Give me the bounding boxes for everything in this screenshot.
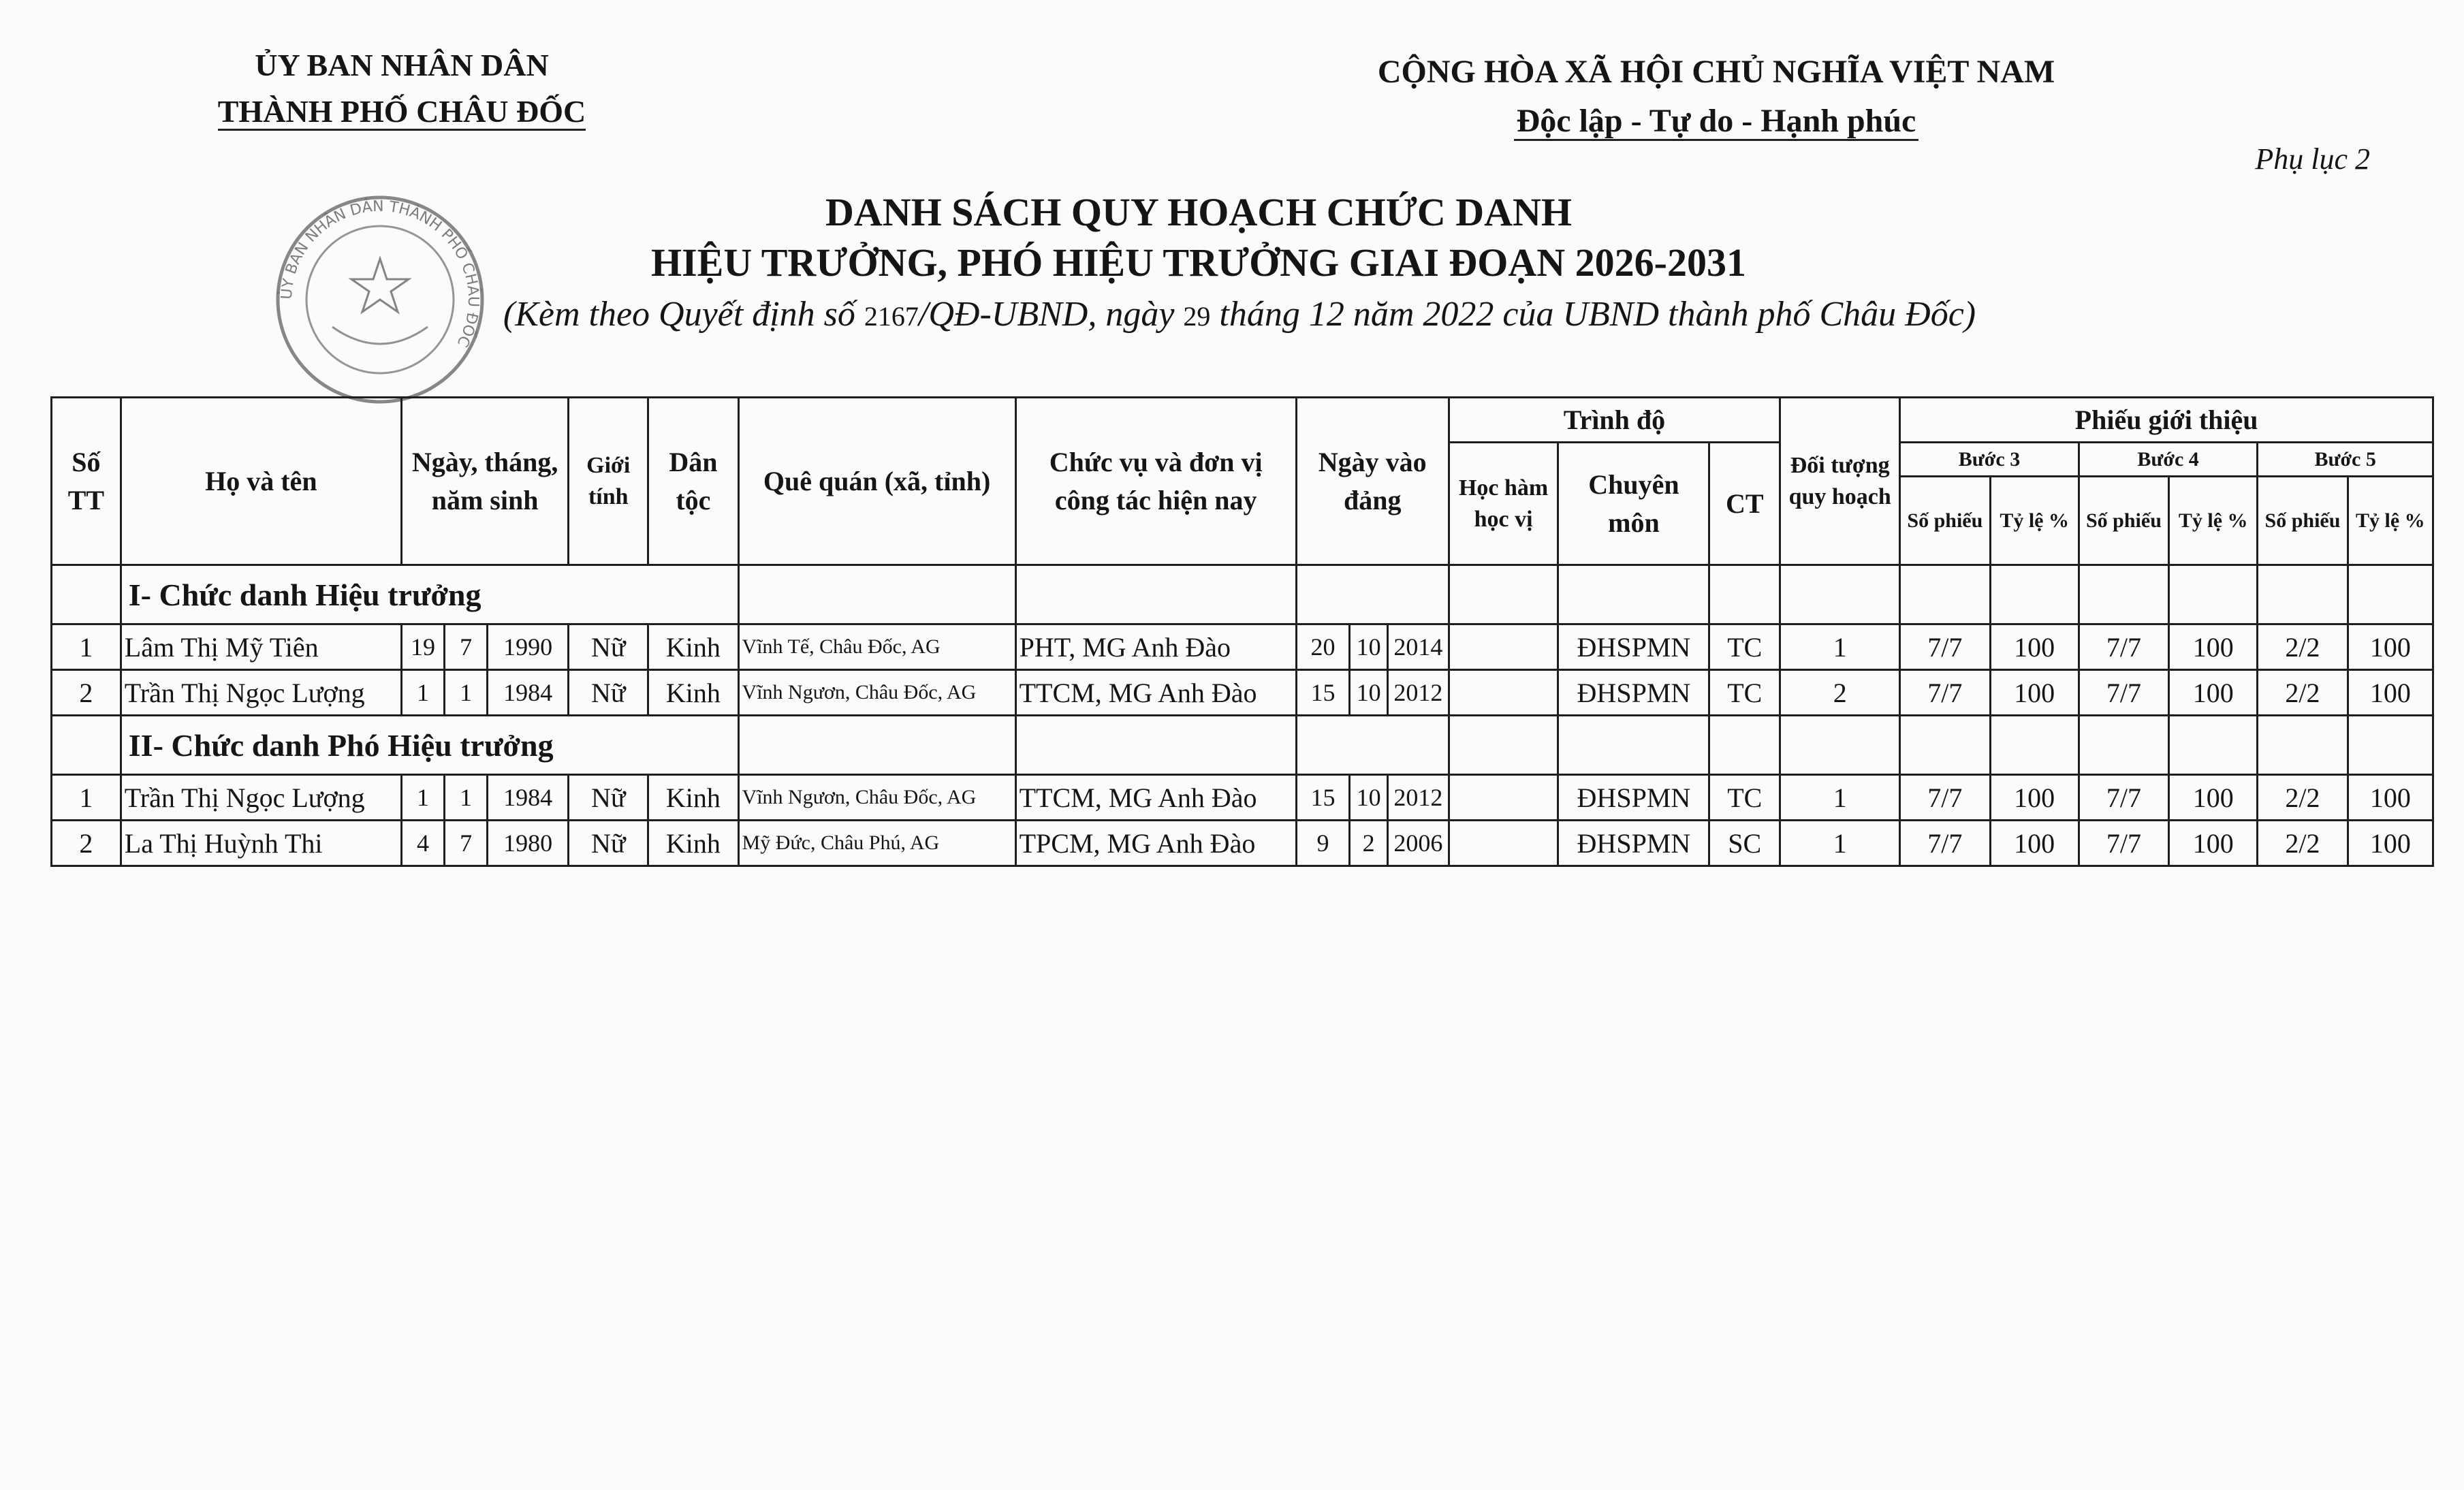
cell-y: 1990 <box>488 624 569 670</box>
cell-name: Trần Thị Ngọc Lượng <box>121 670 401 716</box>
section-row <box>52 565 2433 624</box>
cell-pm: 2 <box>1350 821 1388 866</box>
cell-stt: 2 <box>52 821 121 866</box>
col-step5: Bước 5 <box>2258 443 2433 477</box>
issuer-line-2: THÀNH PHỐ CHÂU ĐỐC <box>218 94 586 131</box>
cell-d: 4 <box>401 821 444 866</box>
cell-gender: Nữ <box>569 670 648 716</box>
col-level: Trình độ <box>1449 398 1780 443</box>
cell-name: La Thị Huỳnh Thi <box>121 821 401 866</box>
appendix-label: Phụ lục 2 <box>2255 142 2370 176</box>
col-dob: Ngày, tháng, năm sinh <box>401 398 568 565</box>
cell-academic <box>1449 670 1558 716</box>
cell-position: TTCM, MG Anh Đào <box>1015 670 1296 716</box>
cell-s4: 7/7 <box>2079 775 2168 821</box>
cell-academic <box>1449 821 1558 866</box>
cell-academic <box>1449 624 1558 670</box>
cell-pm: 10 <box>1350 775 1388 821</box>
cell-specialty: ĐHSPMN <box>1558 821 1709 866</box>
cell-position: TPCM, MG Anh Đào <box>1015 821 1296 866</box>
national-header <box>1274 48 2159 146</box>
cell-academic <box>1449 775 1558 821</box>
cell-p3: 100 <box>1990 821 2079 866</box>
cell-pd: 15 <box>1296 775 1349 821</box>
cell-p4: 100 <box>2169 821 2258 866</box>
cell-y: 1984 <box>488 775 569 821</box>
cell-p3: 100 <box>1990 670 2079 716</box>
col-position: Chức vụ và đơn vị công tác hiện nay <box>1015 398 1296 565</box>
cell-py: 2014 <box>1388 624 1449 670</box>
cell-s4: 7/7 <box>2079 670 2168 716</box>
cell-target: 2 <box>1780 670 1900 716</box>
col-step4: Bước 4 <box>2079 443 2258 477</box>
col-gender: Giới tính <box>569 398 648 565</box>
cell-stt: 2 <box>52 670 121 716</box>
col-step3: Bước 3 <box>1900 443 2079 477</box>
cell-stt: 1 <box>52 624 121 670</box>
section-row <box>52 716 2433 775</box>
col-step5-count: Số phiếu <box>2258 477 2348 565</box>
cell-p5: 100 <box>2348 624 2433 670</box>
col-step4-count: Số phiếu <box>2079 477 2168 565</box>
col-specialty: Chuyên môn <box>1558 443 1709 565</box>
cell-ethnic: Kinh <box>648 670 738 716</box>
cell-position: TTCM, MG Anh Đào <box>1015 775 1296 821</box>
cell-name: Trần Thị Ngọc Lượng <box>121 775 401 821</box>
cell-gender: Nữ <box>569 821 648 866</box>
cell-ct: TC <box>1709 775 1780 821</box>
table-row <box>52 775 2433 821</box>
national-title: CỘNG HÒA XÃ HỘI CHỦ NGHĨA VIỆT NAM <box>1377 54 2055 90</box>
cell-y: 1980 <box>488 821 569 866</box>
cell-ethnic: Kinh <box>648 624 738 670</box>
cell-s3: 7/7 <box>1900 775 1990 821</box>
cell-position: PHT, MG Anh Đào <box>1015 624 1296 670</box>
cell-py: 2012 <box>1388 670 1449 716</box>
col-target: Đối tượng quy hoạch <box>1780 398 1900 565</box>
cell-name: Lâm Thị Mỹ Tiên <box>121 624 401 670</box>
cell-hometown: Vĩnh Tế, Châu Đốc, AG <box>738 624 1015 670</box>
cell-pd: 20 <box>1296 624 1349 670</box>
cell-hometown: Mỹ Đức, Châu Phú, AG <box>738 821 1015 866</box>
cell-ethnic: Kinh <box>648 775 738 821</box>
col-party-date: Ngày vào đảng <box>1296 398 1449 565</box>
col-votes: Phiếu giới thiệu <box>1900 398 2433 443</box>
planning-table <box>50 396 2434 867</box>
issuer-header <box>157 42 647 135</box>
col-step3-count: Số phiếu <box>1900 477 1990 565</box>
document-title <box>381 187 2016 288</box>
cell-ct: TC <box>1709 624 1780 670</box>
cell-p3: 100 <box>1990 775 2079 821</box>
cell-s5: 2/2 <box>2258 775 2348 821</box>
cell-p5: 100 <box>2348 670 2433 716</box>
seal-text: ỦY BAN NHÂN DÂN THÀNH PHỐ CHÂU ĐỐC <box>278 197 482 350</box>
cell-gender: Nữ <box>569 624 648 670</box>
cell-s4: 7/7 <box>2079 821 2168 866</box>
cell-pm: 10 <box>1350 624 1388 670</box>
cell-pd: 9 <box>1296 821 1349 866</box>
cell-hometown: Vĩnh Ngươn, Châu Đốc, AG <box>738 775 1015 821</box>
col-step3-pct: Tỷ lệ % <box>1990 477 2079 565</box>
cell-y: 1984 <box>488 670 569 716</box>
cell-d: 1 <box>401 670 444 716</box>
cell-py: 2006 <box>1388 821 1449 866</box>
cell-gender: Nữ <box>569 775 648 821</box>
cell-m: 1 <box>445 775 488 821</box>
decision-day: 29 <box>1183 301 1211 332</box>
col-step5-pct: Tỷ lệ % <box>2348 477 2433 565</box>
cell-p4: 100 <box>2169 775 2258 821</box>
cell-hometown: Vĩnh Ngươn, Châu Đốc, AG <box>738 670 1015 716</box>
col-ct: CT <box>1709 443 1780 565</box>
cell-p5: 100 <box>2348 821 2433 866</box>
cell-s3: 7/7 <box>1900 624 1990 670</box>
table-row <box>52 670 2433 716</box>
col-stt: Số TT <box>52 398 121 565</box>
section-title: II- Chức danh Phó Hiệu trưởng <box>121 716 738 775</box>
cell-d: 19 <box>401 624 444 670</box>
col-ethnic: Dân tộc <box>648 398 738 565</box>
col-hometown: Quê quán (xã, tỉnh) <box>738 398 1015 565</box>
cell-ct: TC <box>1709 670 1780 716</box>
cell-s4: 7/7 <box>2079 624 2168 670</box>
cell-pd: 15 <box>1296 670 1349 716</box>
title-line-1: DANH SÁCH QUY HOẠCH CHỨC DANH <box>825 190 1573 234</box>
cell-s3: 7/7 <box>1900 670 1990 716</box>
cell-d: 1 <box>401 775 444 821</box>
cell-p4: 100 <box>2169 624 2258 670</box>
col-step4-pct: Tỷ lệ % <box>2169 477 2258 565</box>
decision-reference: (Kèm theo Quyết định số 2167/QĐ-UBND, ngày 29 tháng 12 năm 2022 của UBND thành phố Châu Đốc) <box>503 295 1976 334</box>
cell-p4: 100 <box>2169 670 2258 716</box>
cell-target: 1 <box>1780 775 1900 821</box>
cell-target: 1 <box>1780 821 1900 866</box>
cell-p5: 100 <box>2348 775 2433 821</box>
cell-s5: 2/2 <box>2258 624 2348 670</box>
section-title: I- Chức danh Hiệu trưởng <box>121 565 738 624</box>
cell-specialty: ĐHSPMN <box>1558 624 1709 670</box>
col-academic: Học hàm học vị <box>1449 443 1558 565</box>
cell-s3: 7/7 <box>1900 821 1990 866</box>
cell-m: 7 <box>445 821 488 866</box>
cell-ct: SC <box>1709 821 1780 866</box>
title-line-2: HIỆU TRƯỞNG, PHÓ HIỆU TRƯỞNG GIAI ĐOẠN 2026-2031 <box>651 240 1746 285</box>
table-row <box>52 624 2433 670</box>
issuer-line-1: ỦY BAN NHÂN DÂN <box>255 48 549 82</box>
table-body <box>52 565 2433 866</box>
cell-specialty: ĐHSPMN <box>1558 670 1709 716</box>
col-name: Họ và tên <box>121 398 401 565</box>
cell-p3: 100 <box>1990 624 2079 670</box>
cell-ethnic: Kinh <box>648 821 738 866</box>
cell-m: 7 <box>445 624 488 670</box>
table-row <box>52 821 2433 866</box>
cell-s5: 2/2 <box>2258 670 2348 716</box>
decision-number: 2167 <box>864 301 919 332</box>
cell-pm: 10 <box>1350 670 1388 716</box>
cell-s5: 2/2 <box>2258 821 2348 866</box>
national-motto: Độc lập - Tự do - Hạnh phúc <box>1514 103 1919 141</box>
cell-m: 1 <box>445 670 488 716</box>
cell-py: 2012 <box>1388 775 1449 821</box>
cell-specialty: ĐHSPMN <box>1558 775 1709 821</box>
cell-target: 1 <box>1780 624 1900 670</box>
cell-stt: 1 <box>52 775 121 821</box>
